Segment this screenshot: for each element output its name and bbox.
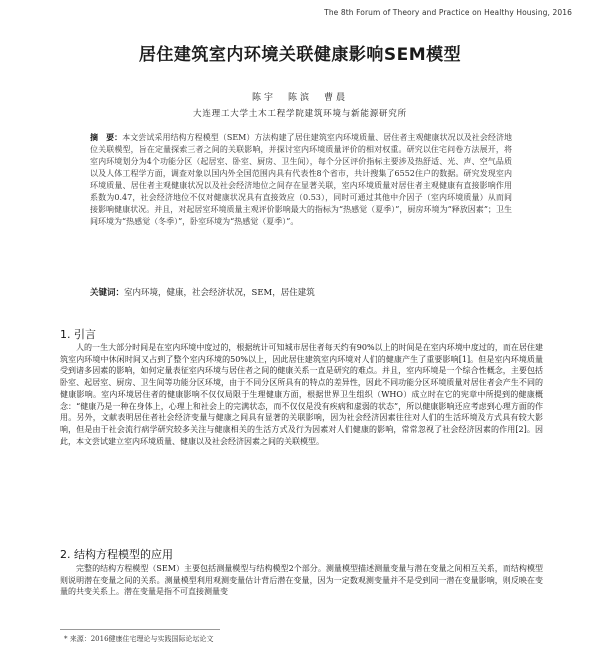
section-2-body: 完整的结构方程模型（SEM）主要包括测量模型与结构模型2个部分。测量模型描述测量变量与潜在变量之间相互关系，而结构模型则说明潜在变量之间的关系。测量模型利用观测变量估计背后潜在变量，因为一定数观测变量并不是受到同一潜在变量影响，则反映在变量的共变关系上。潜在变量是指不可直接测量变 <box>60 564 543 597</box>
section-1-heading: 1. 引言 <box>60 328 96 341</box>
section-2-heading: 2. 结构方程模型的应用 <box>60 548 173 561</box>
abstract-label: 摘 要： <box>90 133 123 142</box>
running-header: The 8th Forum of Theory and Practice on Healthy Housing, 2016 <box>324 8 572 17</box>
abstract-text: 本文尝试采用结构方程模型（SEM）方法构建了居住建筑室内环境质量、居住者主观健康状况以及社会经济地位关联模型，旨在定量探索三者之间的关联影响，并探讨室内环境质量评价的相对权重。研究以住宅问卷方法展开，将室内环境划分为4个功能分区（起居室、卧室、厨房、卫生间），每个分区评价指标主要涉及热舒适、光、声、空气品质以及人体工程学方面，调查对象以国内外全国范围内具有代表性8个省市，共计搜集了6552住户的数据。研究发现室内环境质量、居住者主观健康状况以及社会经济地位之间存在显著关联，室内环境质量对居住者主观健康有直接影响作用系数为0.47，社会经济地位不仅对健康状况具有直接效应（0.53），同时可通过其他中介因子（室内环境质量）从而间接影响健康状况。并且，对起居室环境质量主观评价影响最大的指标为“热感觉（夏季）”，厨房环境为“释放因素”；卫生间环境为“热感觉（冬季）”，卧室环境为“热感觉（夏季）”。 <box>90 133 512 226</box>
keywords-text: 室内环境，健康，社会经济状况，SEM，居住建筑 <box>124 288 315 298</box>
footnote-divider <box>60 629 220 630</box>
footnote: * 来源：2016健康住宅理论与实践国际论坛论文 <box>64 635 214 643</box>
keywords-label: 关键词： <box>90 288 125 298</box>
affiliation: 大连理工大学土木工程学院建筑环境与新能源研究所 <box>193 109 407 119</box>
paper-title: 居住建筑室内环境关联健康影响SEM模型 <box>138 45 462 65</box>
section-1-body: 人的一生大部分时间是在室内环境中度过的，根据统计可知城市居住者每天约有90%以上的时间是在室内环境中度过的，而在居住建筑室内环境中休闲时间又占到了整个室内环境的50%以上，因此居住建筑室内环境对人们的健康产生了重要影响[1]。但是室内环境质量受到诸多因素的影响，如何定量表征室内环境与居住者之间的健康关系一直是研究的难点。并且，室内环境是一个综合性概念，主要包括卧室、起居室、厨房、卫生间等功能分区环境，由于不同分区所具有的特点的差异性，因此不同功能分区环境质量对居住者会产生不同的健康影响。室内环境居住者的健康影响不仅仅局限于生理健康方面，根据世界卫生组织（WHO）成立时在它的宪章中所提到的健康概念：“健康乃是一种在身体上，心理上和社会上的完满状态，而不仅仅是没有疾病和虚弱的状态”，所以健康影响还应考虑到心理方面的作用。另外，文献表明居住者社会经济变量与健康之间具有显著的关联影响，因为社会经济因素往往对人们的生活环境及方式具有较大影响，但是由于社会流行病学研究较多关注与健康相关的生活方式及行为因素对人们健康的影响，常常忽视了社会经济因素的作用[2]。因此，本文尝试建立室内环境质量、健康以及社会经济因素之间的关联模型。 <box>60 343 543 446</box>
abstract <box>90 132 512 228</box>
authors: 陈宇 陈滨 曹晨 <box>251 93 348 103</box>
keywords <box>90 286 512 298</box>
